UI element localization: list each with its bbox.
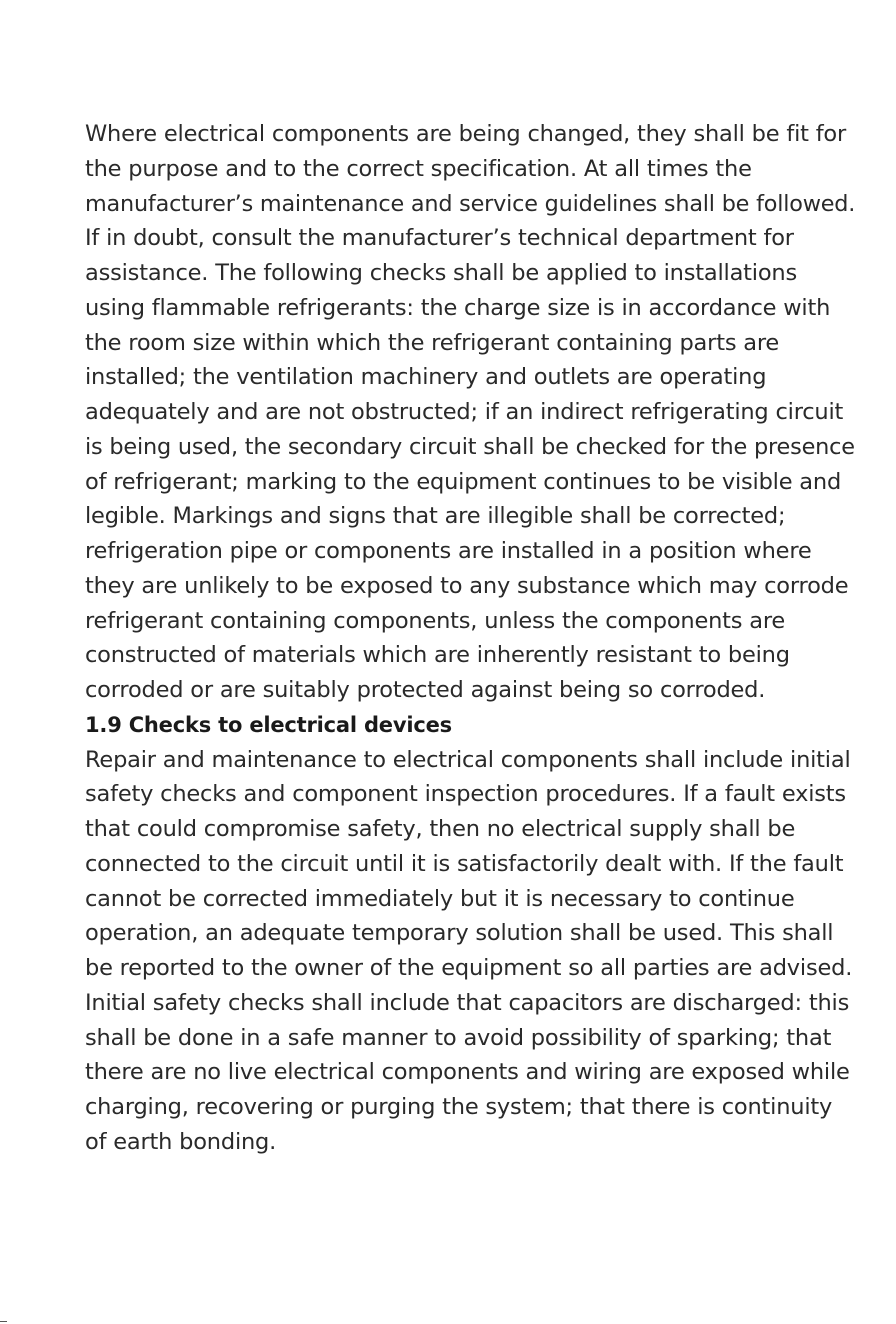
text-line: the purpose and to the correct specification. At all times the xyxy=(85,155,752,182)
text-line: Where electrical components are being changed, they shall be fit for xyxy=(85,121,847,147)
text-line: that could compromise safety, then no electrical supply shall be xyxy=(85,816,796,842)
paragraph-electrical-components xyxy=(85,117,856,708)
text-line: If in doubt, consult the manufacturer’s technical department for xyxy=(85,225,794,252)
text-line: cannot be corrected immediately but it is necessary to continue xyxy=(85,885,795,912)
text-line: operation, an adequate temporary solution shall be used. This shall xyxy=(85,920,834,947)
text-line: refrigeration pipe or components are installed in a position where xyxy=(85,538,812,564)
text-line: charging, recovering or purging the system; that there is continuity xyxy=(85,1094,833,1120)
text-line: legible. Markings and signs that are illegible shall be corrected; xyxy=(85,503,786,530)
text-line: corroded or are suitably protected against being so corroded. xyxy=(85,677,766,703)
text-line: Initial safety checks shall include that capacitors are discharged: this xyxy=(85,989,850,1016)
paragraph-electrical-devices xyxy=(85,743,853,1160)
text-line: manufacturer’s maintenance and service guidelines shall be followed. xyxy=(85,190,856,217)
text-line: shall be done in a safe manner to avoid possibility of sparking; that xyxy=(85,1024,832,1051)
text-line: of earth bonding. xyxy=(85,1128,277,1155)
text-line: installed; the ventilation machinery and outlets are operating xyxy=(85,364,767,391)
text-line: connected to the circuit until it is satisfactorily dealt with. If the fault xyxy=(85,850,844,877)
text-line: they are unlikely to be exposed to any substance which may corrode xyxy=(85,572,849,599)
text-line: Repair and maintenance to electrical components shall include initial xyxy=(85,746,851,773)
text-line: the room size within which the refrigerant containing parts are xyxy=(85,329,780,356)
section-heading: 1.9 Checks to electrical devices xyxy=(85,712,452,737)
crop-mark xyxy=(0,1321,7,1322)
text-line: safety checks and component inspection procedures. If a fault exists xyxy=(85,781,846,808)
text-line: assistance. The following checks shall be applied to installations xyxy=(85,260,797,286)
text-line: constructed of materials which are inherently resistant to being xyxy=(85,642,790,669)
text-line: is being used, the secondary circuit shall be checked for the presence xyxy=(85,433,855,460)
text-line: adequately and are not obstructed; if an indirect refrigerating circuit xyxy=(85,399,844,425)
document-page xyxy=(85,117,856,1160)
text-line: refrigerant containing components, unless the components are xyxy=(85,607,786,634)
text-line: there are no live electrical components and wiring are exposed while xyxy=(85,1059,850,1086)
text-line: of refrigerant; marking to the equipment continues to be visible and xyxy=(85,468,842,495)
text-line: using flammable refrigerants: the charge size is in accordance with xyxy=(85,294,831,321)
text-line: be reported to the owner of the equipment so all parties are advised. xyxy=(85,955,853,981)
